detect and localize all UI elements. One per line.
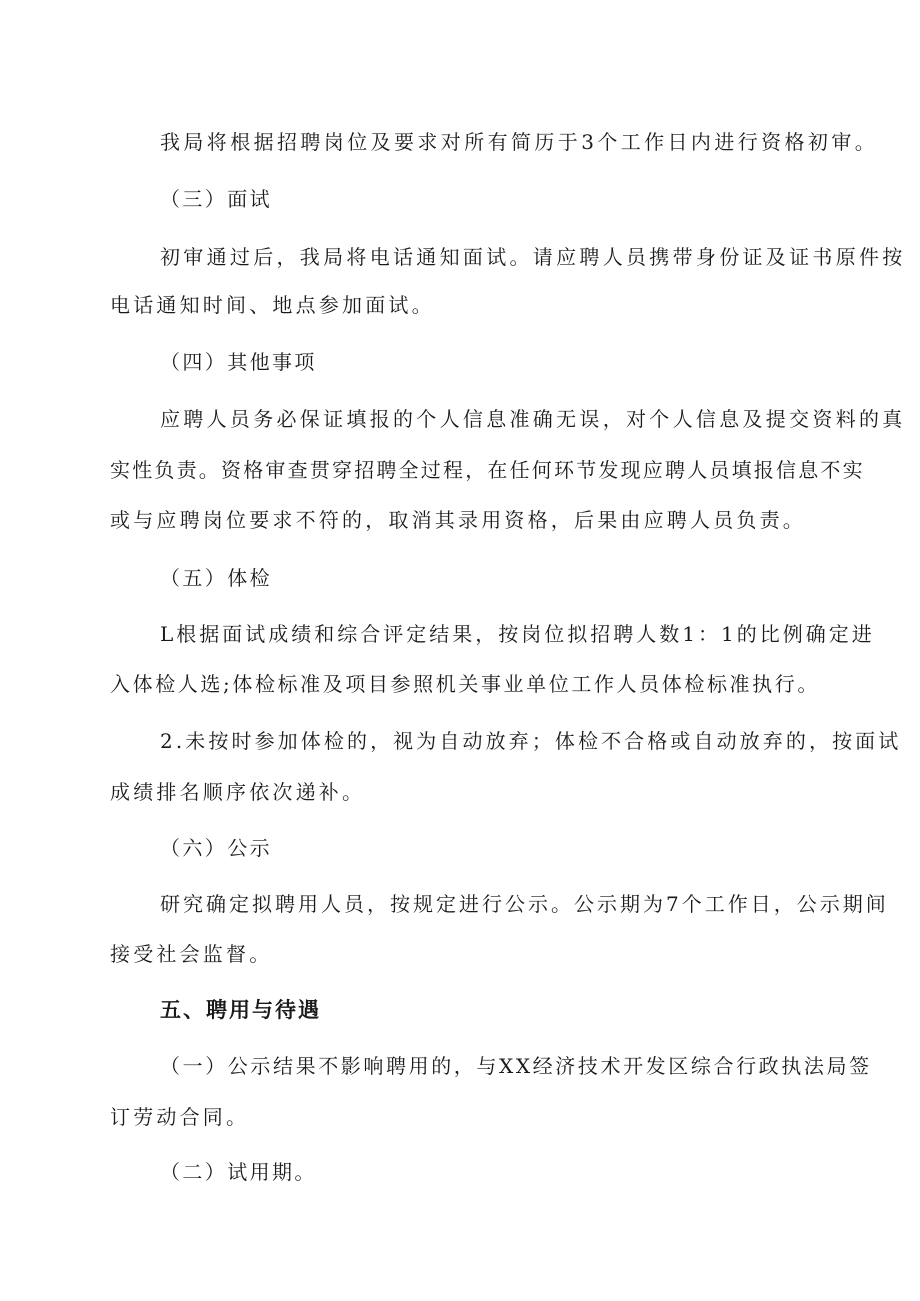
paragraph-line: 应聘人员务必保证填报的个人信息准确无误，对个人信息及提交资料的真: [160, 407, 906, 431]
paragraph-line: 我局将根据招聘岗位及要求对所有简历于3个工作日内进行资格初审。: [160, 130, 879, 154]
paragraph-line: 2.未按时参加体检的，视为自动放弃；体检不合格或自动放弃的，按面试: [160, 729, 902, 753]
section-subheading: （六）公示: [160, 836, 272, 860]
section-subheading: （四）其他事项: [160, 350, 317, 374]
paragraph-line: （一）公示结果不影响聘用的，与XX经济技术开发区综合行政执法局签: [160, 1054, 872, 1078]
paragraph-line: 入体检人选;体检标准及项目参照机关事业单位工作人员体检标准执行。: [110, 672, 820, 696]
paragraph-line: 电话通知时间、地点参加面试。: [110, 293, 435, 317]
paragraph-line: 初审通过后，我局将电话通知面试。请应聘人员携带身份证及证书原件按: [160, 245, 906, 269]
section-subheading: （三）面试: [160, 187, 272, 211]
paragraph-line: 实性负责。资格审查贯穿招聘全过程，在任何环节发现应聘人员填报信息不实: [110, 458, 865, 482]
paragraph-line: 订劳动合同。: [110, 1105, 250, 1129]
section-subheading: （五）体检: [160, 566, 272, 590]
paragraph-line: 接受社会监督。: [110, 942, 273, 966]
paragraph-line: L根据面试成绩和综合评定结果，按岗位拟招聘人数1：1的比例确定进: [160, 622, 875, 646]
section-subheading: （二）试用期。: [160, 1160, 317, 1184]
paragraph-line: 或与应聘岗位要求不符的，取消其录用资格，后果由应聘人员负责。: [110, 508, 806, 532]
paragraph-line: 研究确定拟聘用人员，按规定进行公示。公示期为7个工作日，公示期间: [160, 892, 889, 916]
section-heading: 五、聘用与待遇: [160, 998, 321, 1022]
paragraph-line: 成绩排名顺序依次递补。: [110, 780, 366, 804]
